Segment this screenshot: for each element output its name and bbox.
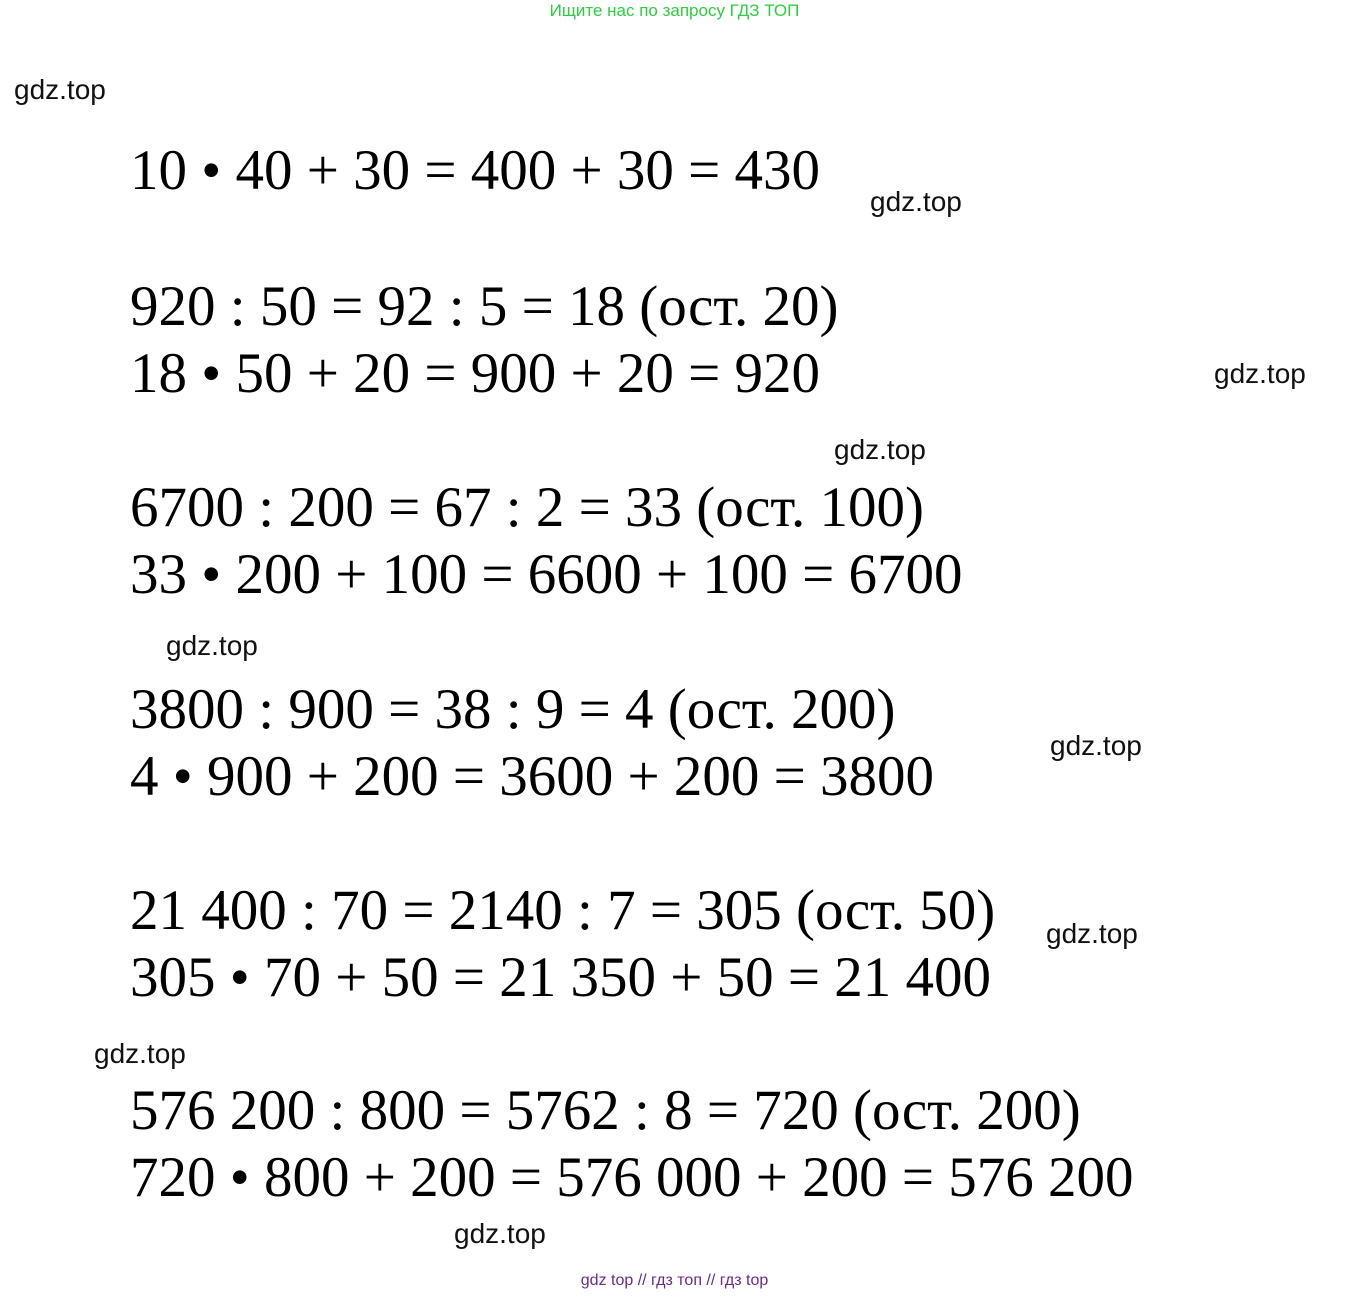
equation-line: 6700 : 200 = 67 : 2 = 33 (ост. 100) (130, 476, 925, 539)
watermark: gdz.top (94, 1038, 186, 1069)
equation-line: 3800 : 900 = 38 : 9 = 4 (ост. 200) (130, 678, 896, 741)
watermark: gdz.top (166, 630, 258, 661)
watermark: gdz.top (1046, 918, 1138, 949)
footer-text: gdz top // гдз топ // гдз top (580, 1272, 769, 1289)
watermark: gdz.top (14, 74, 106, 105)
watermark: gdz.top (454, 1218, 546, 1249)
equation-line: 33 • 200 + 100 = 6600 + 100 = 6700 (130, 543, 963, 606)
watermark: gdz.top (834, 434, 926, 465)
equation-line: 10 • 40 + 30 = 400 + 30 = 430 (130, 139, 821, 202)
watermark: gdz.top (1050, 730, 1142, 761)
equation-line: 21 400 : 70 = 2140 : 7 = 305 (ост. 50) (130, 879, 996, 942)
equation-line: 4 • 900 + 200 = 3600 + 200 = 3800 (130, 745, 935, 808)
watermark: gdz.top (870, 186, 962, 217)
watermark: gdz.top (1214, 358, 1306, 389)
equation-line: 305 • 70 + 50 = 21 350 + 50 = 21 400 (130, 946, 992, 1009)
equation-line: 576 200 : 800 = 5762 : 8 = 720 (ост. 200) (130, 1079, 1081, 1142)
top-banner: Ищите нас по запросу ГДЗ ТОП (549, 1, 800, 20)
equation-line: 18 • 50 + 20 = 900 + 20 = 920 (130, 342, 821, 405)
equation-line: 720 • 800 + 200 = 576 000 + 200 = 576 200 (130, 1146, 1134, 1209)
equation-line: 920 : 50 = 92 : 5 = 18 (ост. 20) (130, 275, 839, 338)
